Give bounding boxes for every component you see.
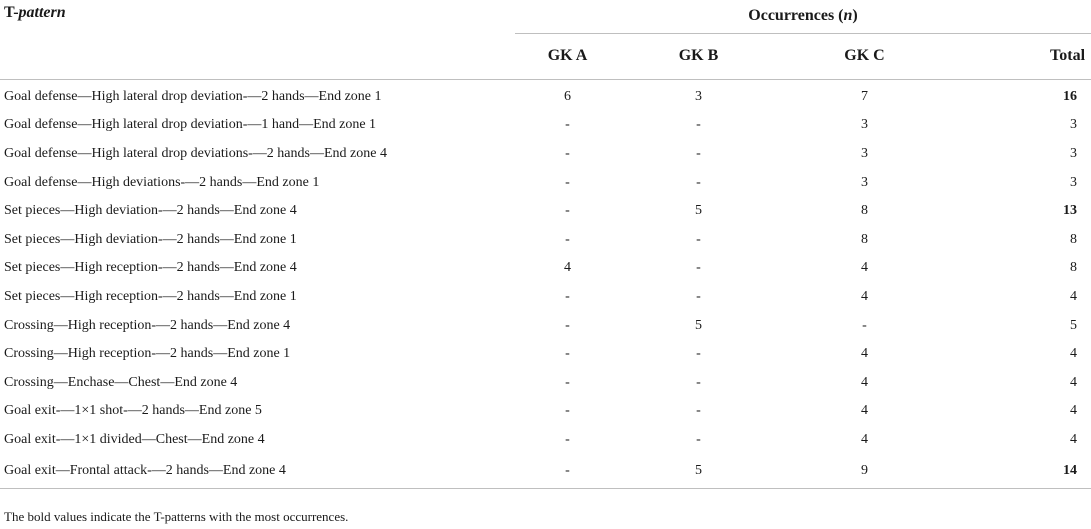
total-cell: 4 — [1070, 346, 1078, 362]
t-pattern-header: T-pattern — [4, 4, 66, 21]
gk-a-cell: - — [565, 174, 570, 190]
table-row — [0, 311, 1091, 340]
total-cell: 4 — [1070, 403, 1078, 419]
pattern-cell: Goal exit-—1×1 shot-—2 hands—End zone 5 — [4, 403, 262, 419]
gk-c-cell: 4 — [861, 288, 868, 304]
gk-c-cell: 4 — [861, 374, 868, 390]
table-row — [0, 368, 1091, 397]
gk-c-cell: 3 — [861, 174, 868, 190]
col-header-gk-c: GK C — [777, 33, 952, 79]
pattern-cell: Set pieces—High deviation-—2 hands—End zone 4 — [4, 203, 297, 219]
pattern-cell: Goal defense—High lateral drop deviations-—2 hands—End zone 4 — [4, 145, 387, 161]
gk-a-cell: - — [515, 454, 620, 489]
total-cell: 3 — [1070, 174, 1078, 190]
total-cell: 3 — [1070, 117, 1078, 133]
gk-b-cell: - — [696, 346, 701, 362]
table-row — [0, 111, 1091, 140]
table-row — [0, 168, 1091, 197]
total-cell: 4 — [1070, 374, 1078, 390]
table-body — [0, 79, 1091, 489]
gk-a-cell: 4 — [564, 260, 571, 276]
gk-b-cell: 5 — [695, 203, 702, 219]
pattern-cell: Crossing—Enchase—Chest—End zone 4 — [4, 374, 238, 390]
gk-b-cell: 5 — [695, 317, 702, 333]
total-cell: 5 — [1070, 317, 1078, 333]
pattern-cell: Set pieces—High reception-—2 hands—End zone 4 — [4, 260, 297, 276]
gk-a-cell: - — [565, 403, 570, 419]
table-row — [0, 426, 1091, 455]
total-cell: 14 — [952, 454, 1091, 489]
table-row — [0, 225, 1091, 254]
gk-c-cell: 7 — [861, 88, 868, 104]
gk-a-cell: - — [565, 346, 570, 362]
gk-c-cell: 3 — [861, 145, 868, 161]
pattern-cell: Set pieces—High deviation-—2 hands—End zone 1 — [4, 231, 297, 247]
pattern-cell: Crossing—High reception-—2 hands—End zone 4 — [4, 317, 291, 333]
gk-a-cell: - — [565, 431, 570, 447]
table-row — [0, 397, 1091, 426]
gk-c-cell: 4 — [861, 346, 868, 362]
empty-header-cell — [0, 33, 515, 79]
gk-b-cell: - — [696, 431, 701, 447]
gk-a-cell: - — [565, 117, 570, 133]
table-row — [0, 454, 1091, 489]
gk-a-cell: - — [565, 374, 570, 390]
gk-b-cell: - — [696, 231, 701, 247]
gk-b-cell: - — [696, 403, 701, 419]
pattern-cell: Goal defense—High lateral drop deviation-—2 hands—End zone 1 — [4, 88, 382, 104]
pattern-cell: Set pieces—High reception-—2 hands—End zone 1 — [4, 288, 297, 304]
table-row — [0, 340, 1091, 369]
gk-c-cell: - — [862, 317, 867, 333]
occurrences-header: Occurrences (n) — [515, 0, 1091, 33]
gk-c-cell: 4 — [861, 431, 868, 447]
gk-b-cell: - — [696, 374, 701, 390]
pattern-cell: Goal exit—Frontal attack-—2 hands—End zone 4 — [0, 454, 515, 489]
gk-c-cell: 4 — [861, 403, 868, 419]
total-cell: 13 — [1063, 203, 1078, 219]
gk-c-cell: 8 — [861, 231, 868, 247]
gk-c-cell: 3 — [861, 117, 868, 133]
table-row — [0, 254, 1091, 283]
total-cell: 16 — [1063, 88, 1078, 104]
gk-a-cell: 6 — [564, 88, 571, 104]
gk-a-cell: - — [565, 203, 570, 219]
total-cell: 8 — [1070, 231, 1078, 247]
total-cell: 8 — [1070, 260, 1078, 276]
table-row — [0, 197, 1091, 226]
pattern-cell: Crossing—High reception-—2 hands—End zone 1 — [4, 346, 291, 362]
table-row — [0, 79, 1091, 111]
gk-a-cell: - — [565, 288, 570, 304]
col-header-total: Total — [952, 33, 1091, 79]
pattern-cell: Goal defense—High lateral drop deviation-—1 hand—End zone 1 — [4, 117, 377, 133]
gk-b-cell: - — [696, 288, 701, 304]
table-row — [0, 283, 1091, 312]
gk-a-cell: - — [565, 231, 570, 247]
table-footnote: The bold values indicate the T-patterns with the most occurrences. — [4, 509, 349, 524]
gk-a-cell: - — [565, 317, 570, 333]
gk-b-cell: 5 — [620, 454, 777, 489]
col-header-gk-a: GK A — [515, 33, 620, 79]
gk-c-cell: 8 — [861, 203, 868, 219]
gk-b-cell: - — [696, 117, 701, 133]
gk-b-cell: - — [696, 174, 701, 190]
pattern-cell: Goal exit-—1×1 divided—Chest—End zone 4 — [4, 431, 265, 447]
gk-b-cell: - — [696, 260, 701, 276]
gk-c-cell: 4 — [861, 260, 868, 276]
gk-c-cell: 9 — [777, 454, 952, 489]
total-cell: 3 — [1070, 145, 1078, 161]
pattern-cell: Goal defense—High deviations-—2 hands—End zone 1 — [4, 174, 320, 190]
col-header-gk-b: GK B — [620, 33, 777, 79]
gk-a-cell: - — [565, 145, 570, 161]
gk-b-cell: - — [696, 145, 701, 161]
gk-b-cell: 3 — [695, 88, 702, 104]
total-cell: 4 — [1070, 431, 1078, 447]
total-cell: 4 — [1070, 288, 1078, 304]
table-row — [0, 140, 1091, 169]
